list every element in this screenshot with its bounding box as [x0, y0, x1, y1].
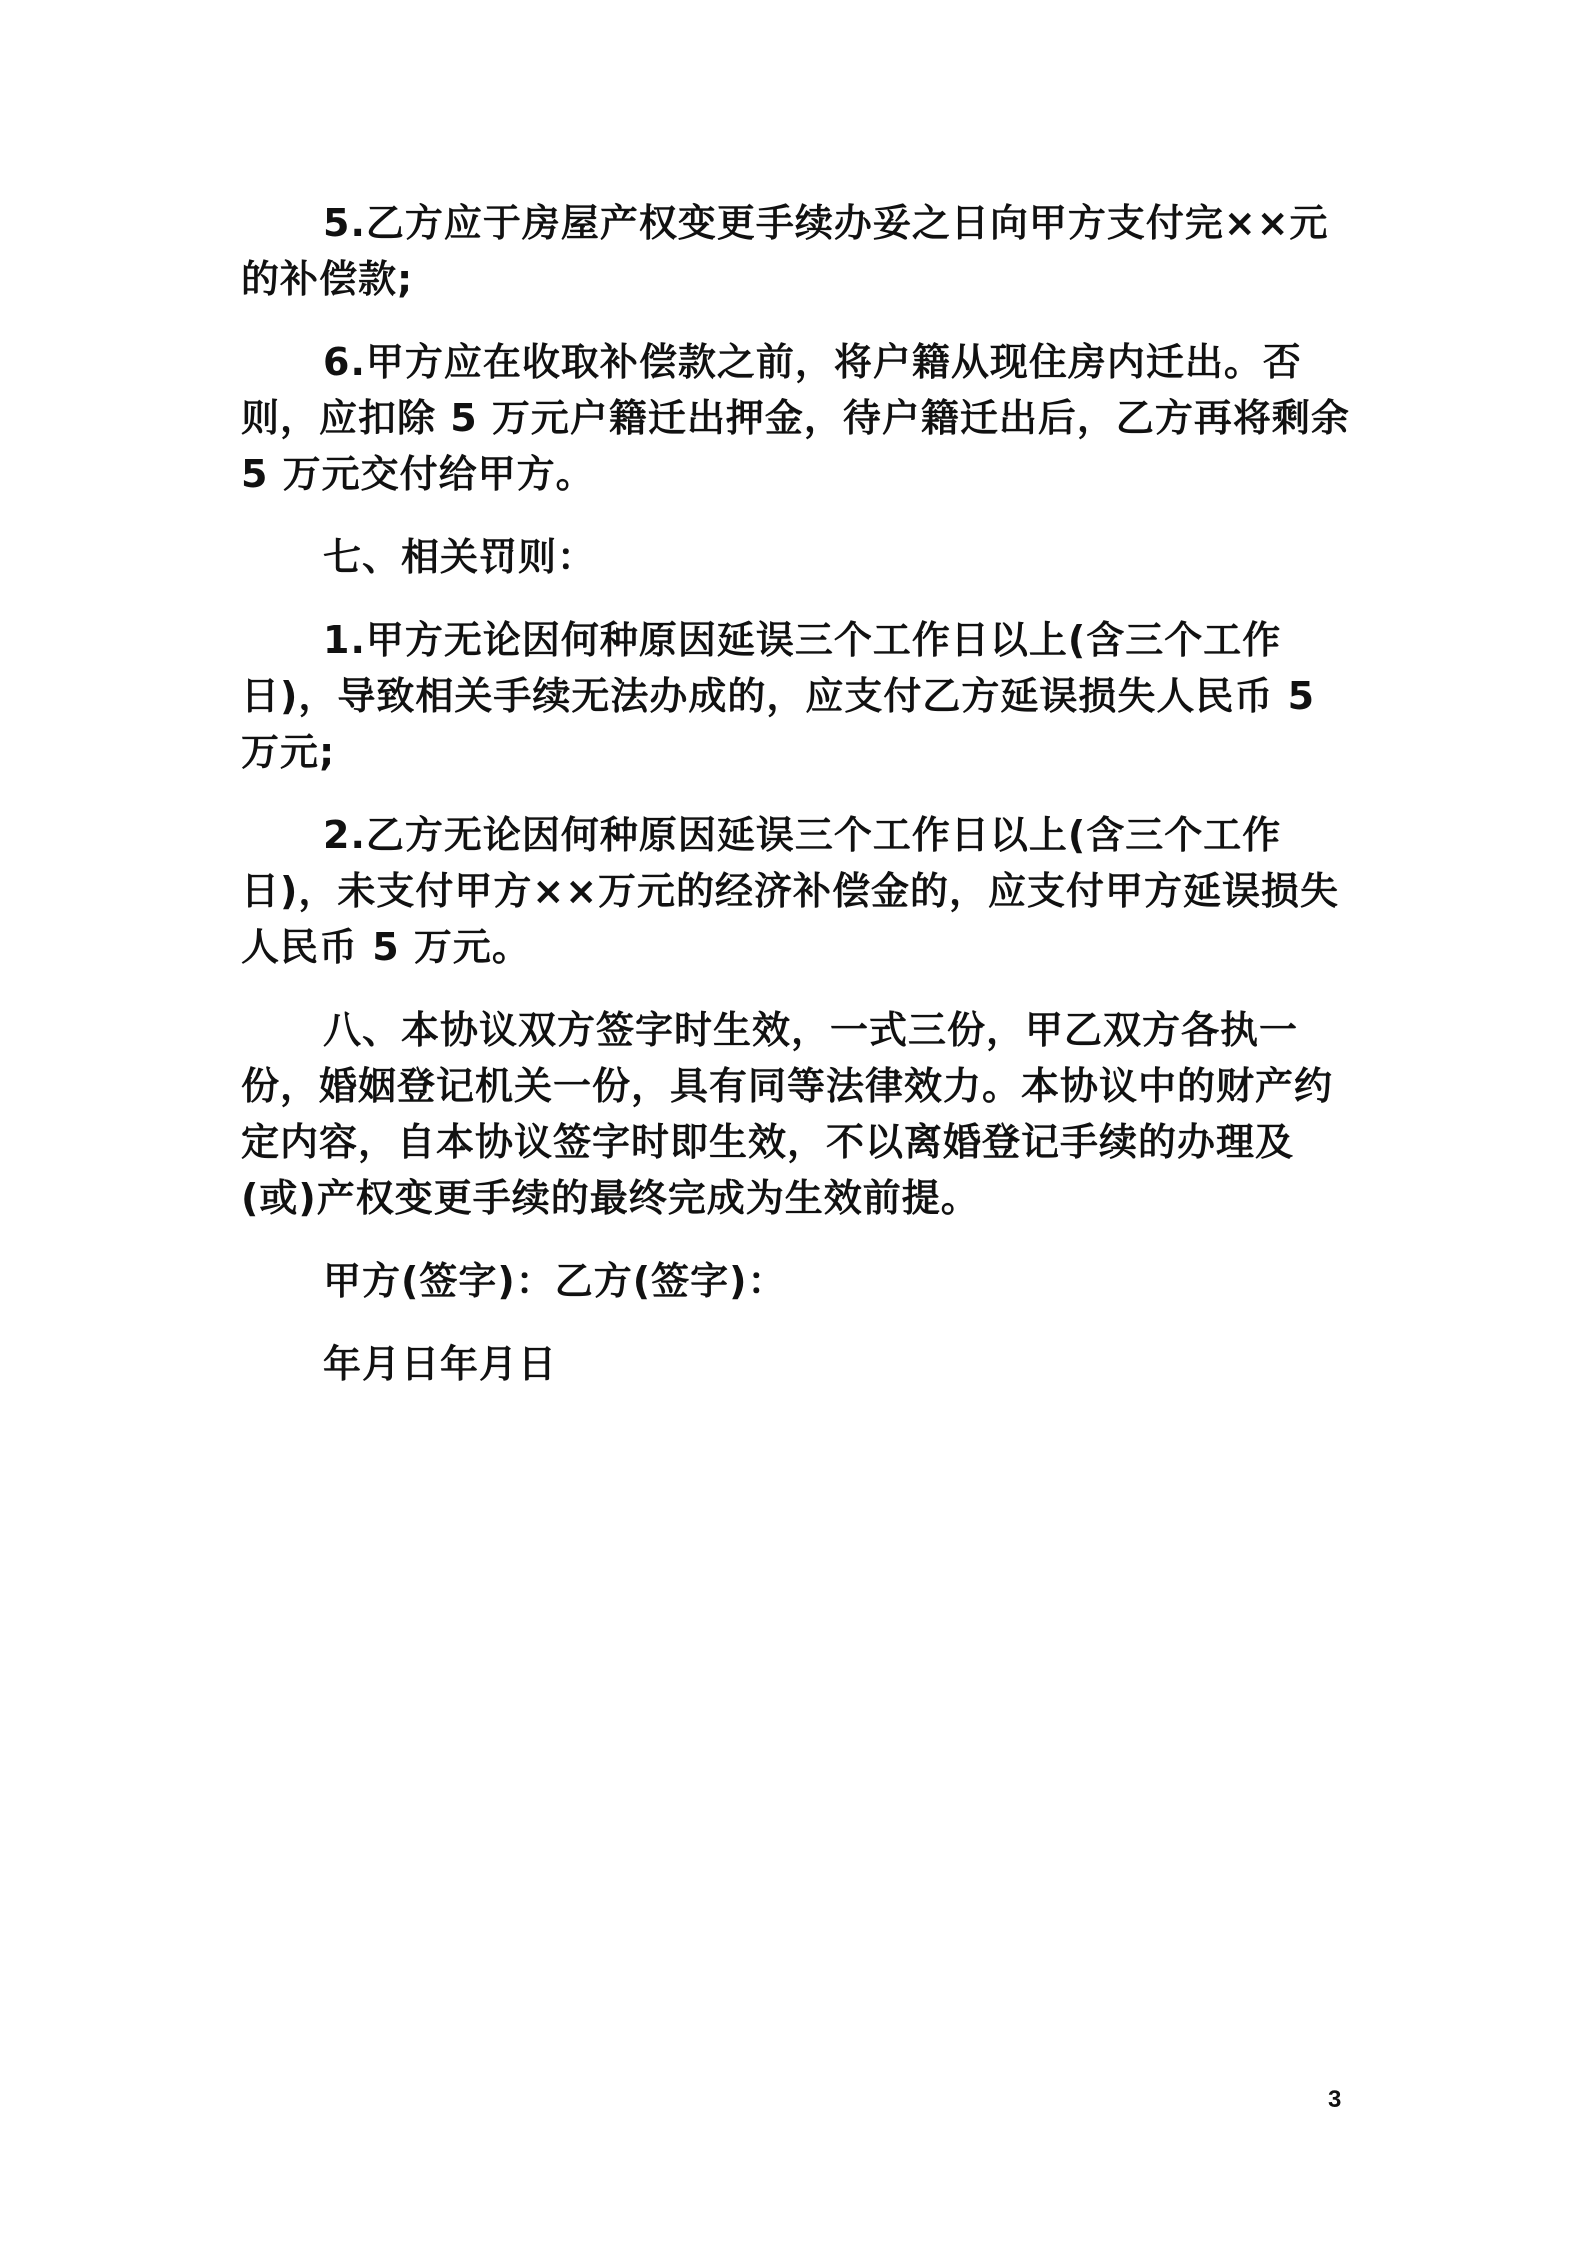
- document-body: [241, 195, 1353, 1419]
- penalty-clause-2: 2.乙方无论因何种原因延误三个工作日以上(含三个工作日)，未支付甲方××万元的经济补偿金的，应支付甲方延误损失人民币 5 万元。: [241, 813, 1340, 969]
- section-8-effectiveness: 八、本协议双方签字时生效，一式三份，甲乙双方各执一份，婚姻登记机关一份，具有同等法律效力。本协议中的财产约定内容，自本协议签字时即生效，不以离婚登记手续的办理及(或)产权变更手续的最终完成为生效前提。: [241, 1008, 1334, 1220]
- date-line: 年月日年月日: [323, 1342, 558, 1386]
- section-7-heading: 七、相关罚则：: [323, 535, 597, 579]
- page-number: 3: [1328, 2086, 1342, 2113]
- clause-6-household-registration: 6.甲方应在收取补偿款之前，将户籍从现住房内迁出。否则，应扣除 5 万元户籍迁出押金，待户籍迁出后，乙方再将剩余 5 万元交付给甲方。: [241, 340, 1350, 496]
- penalty-clause-1: 1.甲方无论因何种原因延误三个工作日以上(含三个工作日)，导致相关手续无法办成的，应支付乙方延误损失人民币 5 万元;: [241, 618, 1316, 774]
- clause-5-payment: 5.乙方应于房屋产权变更手续办妥之日向甲方支付完××元的补偿款;: [241, 201, 1329, 301]
- signature-line: 甲方(签字)：乙方(签字)：: [323, 1259, 787, 1303]
